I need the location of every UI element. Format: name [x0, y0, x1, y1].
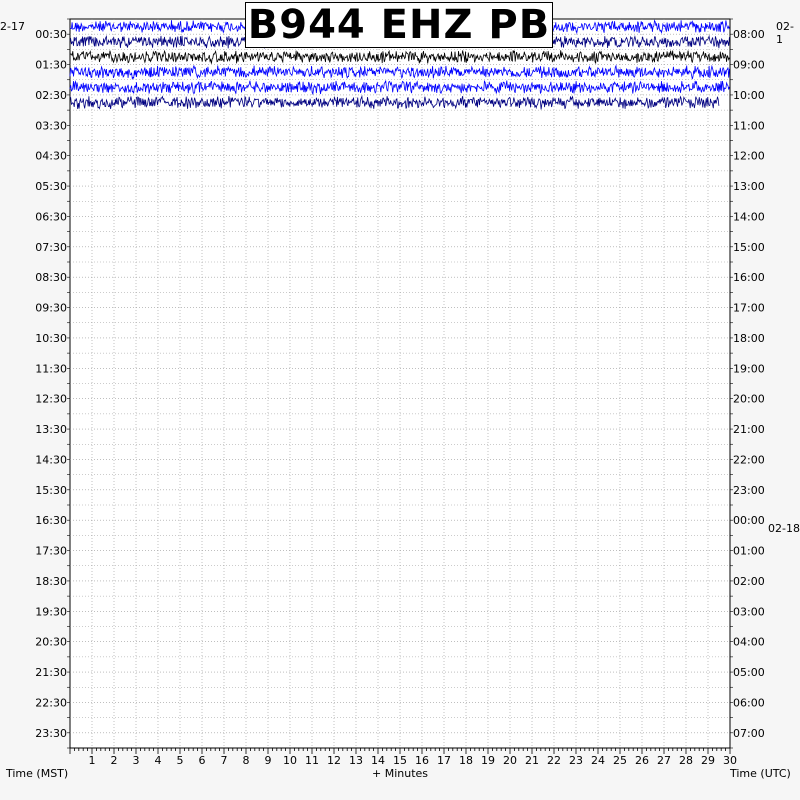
right-time-label: 22:00	[733, 453, 765, 467]
left-time-label: 09:30	[35, 301, 67, 315]
x-tick-label: 14	[371, 754, 385, 767]
right-time-label: 18:00	[733, 331, 765, 345]
right-time-label: 01:00	[733, 544, 765, 558]
left-time-label: 16:30	[35, 514, 67, 528]
x-tick-label: 18	[459, 754, 473, 767]
right-time-label: 06:00	[733, 696, 765, 710]
x-tick-label: 21	[525, 754, 539, 767]
left-time-label: 15:30	[35, 483, 67, 497]
left-time-label: 19:30	[35, 605, 67, 619]
left-date-label: 2-17	[0, 20, 25, 33]
x-tick-label: 30	[723, 754, 737, 767]
x-tick-label: 2	[110, 754, 118, 767]
x-tick-label: 25	[613, 754, 627, 767]
x-tick-label: 10	[283, 754, 297, 767]
x-tick-label: 15	[393, 754, 407, 767]
left-time-label: 23:30	[35, 726, 67, 740]
x-tick-label: 26	[635, 754, 649, 767]
right-time-label: 07:00	[733, 726, 765, 740]
left-time-label: 11:30	[35, 362, 67, 376]
x-tick-label: 7	[220, 754, 228, 767]
right-time-label: 03:00	[733, 605, 765, 619]
right-time-label: 10:00	[733, 88, 765, 102]
right-time-label: 13:00	[733, 180, 765, 194]
left-time-label: 17:30	[35, 544, 67, 558]
right-time-labels	[730, 19, 765, 748]
left-time-labels	[35, 19, 70, 748]
left-time-label: 07:30	[35, 240, 67, 254]
right-time-label: 20:00	[733, 392, 765, 406]
right-time-label: 16:00	[733, 271, 765, 285]
right-axis-title: Time (UTC)	[730, 767, 791, 780]
right-time-label: 11:00	[733, 119, 765, 133]
left-time-label: 06:30	[35, 210, 67, 224]
x-axis-ticks	[70, 748, 737, 767]
x-tick-label: 9	[264, 754, 272, 767]
x-tick-label: 24	[591, 754, 605, 767]
right-date-mid: 02-18	[768, 522, 800, 535]
right-time-label: 12:00	[733, 149, 765, 163]
right-time-label: 02:00	[733, 574, 765, 588]
left-time-label: 22:30	[35, 696, 67, 710]
left-time-label: 21:30	[35, 666, 67, 680]
x-tick-label: 8	[242, 754, 250, 767]
left-time-label: 14:30	[35, 453, 67, 467]
x-tick-label: 5	[176, 754, 184, 767]
x-tick-label: 3	[132, 754, 140, 767]
x-tick-label: 22	[547, 754, 561, 767]
x-tick-label: 4	[154, 754, 162, 767]
right-time-label: 14:00	[733, 210, 765, 224]
right-time-label: 23:00	[733, 483, 765, 497]
right-time-label: 08:00	[733, 28, 765, 42]
left-axis-title: Time (MST)	[6, 767, 69, 780]
right-time-label: 09:00	[733, 58, 765, 72]
right-date-top: 02-1	[776, 20, 794, 46]
left-time-label: 18:30	[35, 574, 67, 588]
x-tick-label: 23	[569, 754, 583, 767]
x-tick-label: 29	[701, 754, 715, 767]
x-tick-label: 28	[679, 754, 693, 767]
left-time-label: 08:30	[35, 271, 67, 285]
x-tick-label: 27	[657, 754, 671, 767]
x-tick-label: 16	[415, 754, 429, 767]
left-time-label: 03:30	[35, 119, 67, 133]
x-tick-label: 1	[88, 754, 96, 767]
right-time-label: 19:00	[733, 362, 765, 376]
x-tick-label: 6	[198, 754, 206, 767]
right-time-label: 05:00	[733, 666, 765, 680]
right-time-label: 04:00	[733, 635, 765, 649]
x-tick-label: 17	[437, 754, 451, 767]
x-tick-label: 19	[481, 754, 495, 767]
x-tick-label: 20	[503, 754, 517, 767]
x-tick-label: 13	[349, 754, 363, 767]
x-tick-label: 11	[305, 754, 319, 767]
right-time-label: 17:00	[733, 301, 765, 315]
right-time-label: 15:00	[733, 240, 765, 254]
x-tick-label: 12	[327, 754, 341, 767]
chart-title: B944 EHZ PB	[245, 2, 553, 48]
x-axis-title: + Minutes	[371, 767, 429, 780]
left-time-label: 12:30	[35, 392, 67, 406]
left-time-label: 00:30	[35, 28, 67, 42]
right-time-label: 21:00	[733, 423, 765, 437]
left-time-label: 13:30	[35, 423, 67, 437]
left-time-label: 02:30	[35, 88, 67, 102]
left-time-label: 10:30	[35, 331, 67, 345]
left-time-label: 05:30	[35, 180, 67, 194]
left-time-label: 20:30	[35, 635, 67, 649]
right-time-label: 00:00	[733, 514, 765, 528]
left-time-label: 04:30	[35, 149, 67, 163]
left-time-label: 01:30	[35, 58, 67, 72]
